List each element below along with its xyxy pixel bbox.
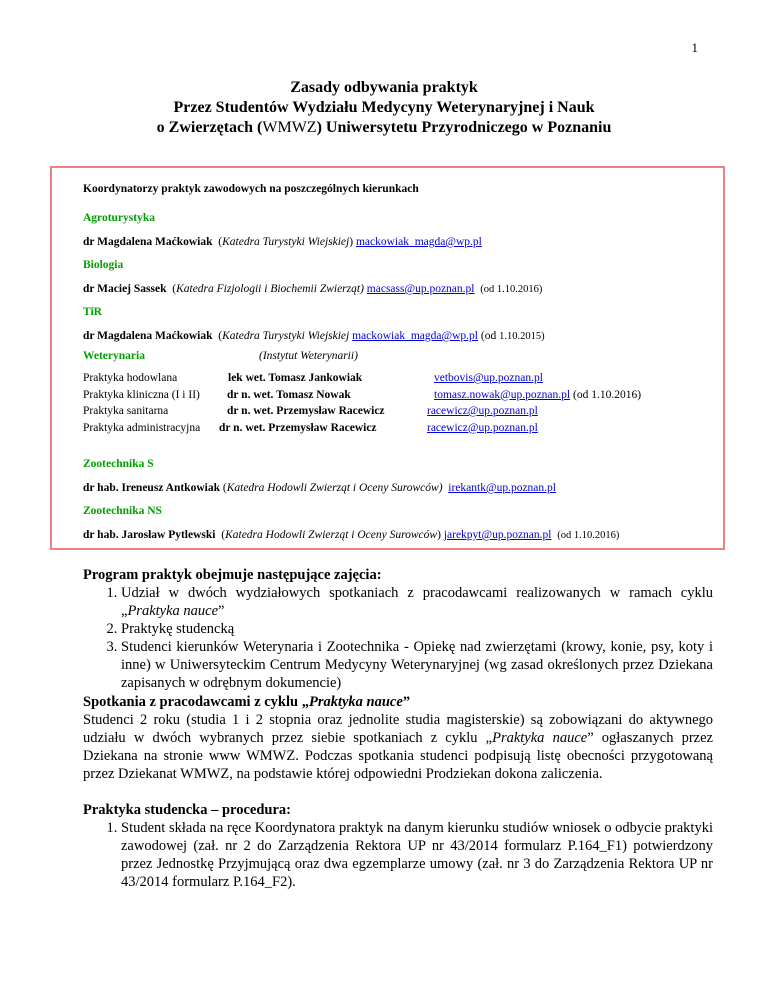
wet-email[interactable]: racewicz@up.poznan.pl xyxy=(427,405,538,417)
document-title xyxy=(0,78,768,138)
procedure-list xyxy=(83,819,713,891)
tir-email[interactable]: mackowiak_magda@wp.pl xyxy=(352,330,478,342)
bio-coordinator: dr Maciej Sassek (Katedra Fizjologii i Biochemii Zwierząt) macsass@up.poznan.pl (od 1.10.2016) xyxy=(83,283,543,295)
agro-email[interactable]: mackowiak_magda@wp.pl xyxy=(355,236,482,248)
list-item: 3. Studenci kierunków Weterynaria i Zootechnika - Opiekę nad zwierzętami (krowy, konie, psy, koty i inne) w Uniwersyteckim Centrum Medycyny Weterynaryjnej (wg zasad określonych przez Dziekana zapisanych w odrębnym dokumencie) xyxy=(121,638,713,692)
zoo-ns-label: Zootechnika NS xyxy=(83,505,162,517)
wet-row: Praktyka hodowlana lek wet. Tomasz Jankowiak vetbovis@up.poznan.pl xyxy=(0,370,768,387)
wet-row: Praktyka kliniczna (I i II) dr n. wet. Tomasz Nowak tomasz.nowak@up.poznan.pl (od 1.10.2016) xyxy=(83,388,642,401)
zoo-s-email[interactable]: irekantk@up.poznan.pl xyxy=(448,482,556,494)
program-list xyxy=(83,584,713,692)
bio-email[interactable]: macsass@up.poznan.pl xyxy=(366,283,475,295)
wet-email[interactable]: vetbovis@up.poznan.pl xyxy=(434,372,543,384)
wet-email[interactable]: racewicz@up.poznan.pl xyxy=(427,421,538,434)
wet-table xyxy=(0,370,768,440)
zoo-ns-email[interactable]: jarekpyt@up.poznan.pl xyxy=(443,529,552,541)
zoo-s-coordinator: dr hab. Ireneusz Antkowiak (Katedra Hodowli Zwierząt i Oceny Surowców) irekantk@up.poznan.pl xyxy=(83,482,556,494)
title-line-2: Przez Studentów Wydziału Medycyny Weterynaryjnej i Nauk xyxy=(173,99,595,116)
meetings-heading: Spotkania z pracodawcami z cyklu „Praktyka nauce” xyxy=(83,694,411,710)
zoo-ns-coordinator: dr hab. Jarosław Pytlewski (Katedra Hodowli Zwierząt i Oceny Surowców) jarekpyt@up.poznan.pl (od 1.10.2016) xyxy=(83,529,620,541)
agro-label: Agroturystyka xyxy=(83,212,155,224)
tir-coordinator: dr Magdalena Maćkowiak (Katedra Turystyki Wiejskiej mackowiak_magda@wp.pl (od 1.10.2015) xyxy=(83,330,545,342)
program-section xyxy=(83,566,713,692)
wet-row: Praktyka administracyjna dr n. wet. Przemysław Racewicz racewicz@up.poznan.pl xyxy=(0,420,768,437)
wet-email[interactable]: tomasz.nowak@up.poznan.pl xyxy=(434,388,571,401)
procedure-section xyxy=(83,801,713,891)
bio-label: Biologia xyxy=(83,259,124,271)
title-line-3: o Zwierzętach (WMWZ) Uniwersytetu Przyrodniczego w Poznaniu xyxy=(156,119,612,136)
wet-row: Praktyka sanitarna dr n. wet. Przemysław Racewicz racewicz@up.poznan.pl xyxy=(0,403,768,420)
meetings-text: Studenci 2 roku (studia 1 i 2 stopnia oraz jednolite studia magisterskie) są zobowiązani do aktywnego udziału w dwóch wybranych przez siebie spotkaniach z cyklu „Praktyka nauce” ogłaszanych przez Dziekana na stronie www WMWZ. Podczas spotkania studenci podpisują listę obecności przygotowaną przez Dziekanat WMWZ, na podstawie której odpowiedni Prodziekan dokona zaliczenia. xyxy=(83,712,713,782)
meetings-section xyxy=(83,693,713,783)
list-item: 2. Praktykę studencką xyxy=(121,620,713,638)
page-number: 1 xyxy=(691,40,698,55)
coordinators-heading: Koordynatorzy praktyk zawodowych na poszczególnych kierunkach xyxy=(83,183,419,195)
list-item: 1. Udział w dwóch wydziałowych spotkaniach z pracodawcami realizowanych w ramach cyklu „Praktyka nauce” xyxy=(121,584,713,620)
tir-label: TiR xyxy=(83,306,102,318)
list-item: 1. Student składa na ręce Koordynatora praktyk na danym kierunku studiów wniosek o odbycie praktyki zawodowej (zał. nr 2 do Zarządzenia Rektora UP nr 43/2014 formularz P.164_F1) potwierdzony przez Jednostkę Przyjmującą oraz dwa egzemplarze umowy (zał. nr 3 do Zarządzenia Rektora UP nr 43/2014 formularz P.164_F2). xyxy=(121,819,713,891)
title-line-1: Zasady odbywania praktyk xyxy=(290,79,478,96)
zoo-s-label: Zootechnika S xyxy=(83,458,154,470)
agro-coordinator: dr Magdalena Maćkowiak (Katedra Turystyki Wiejskiej) mackowiak_magda@wp.pl xyxy=(83,236,482,248)
procedure-heading: Praktyka studencka – procedura: xyxy=(83,802,291,818)
wet-label: Weterynaria xyxy=(83,350,145,362)
wet-institute: (Instytut Weterynarii) xyxy=(259,350,358,362)
program-heading: Program praktyk obejmuje następujące zajęcia: xyxy=(83,567,382,583)
